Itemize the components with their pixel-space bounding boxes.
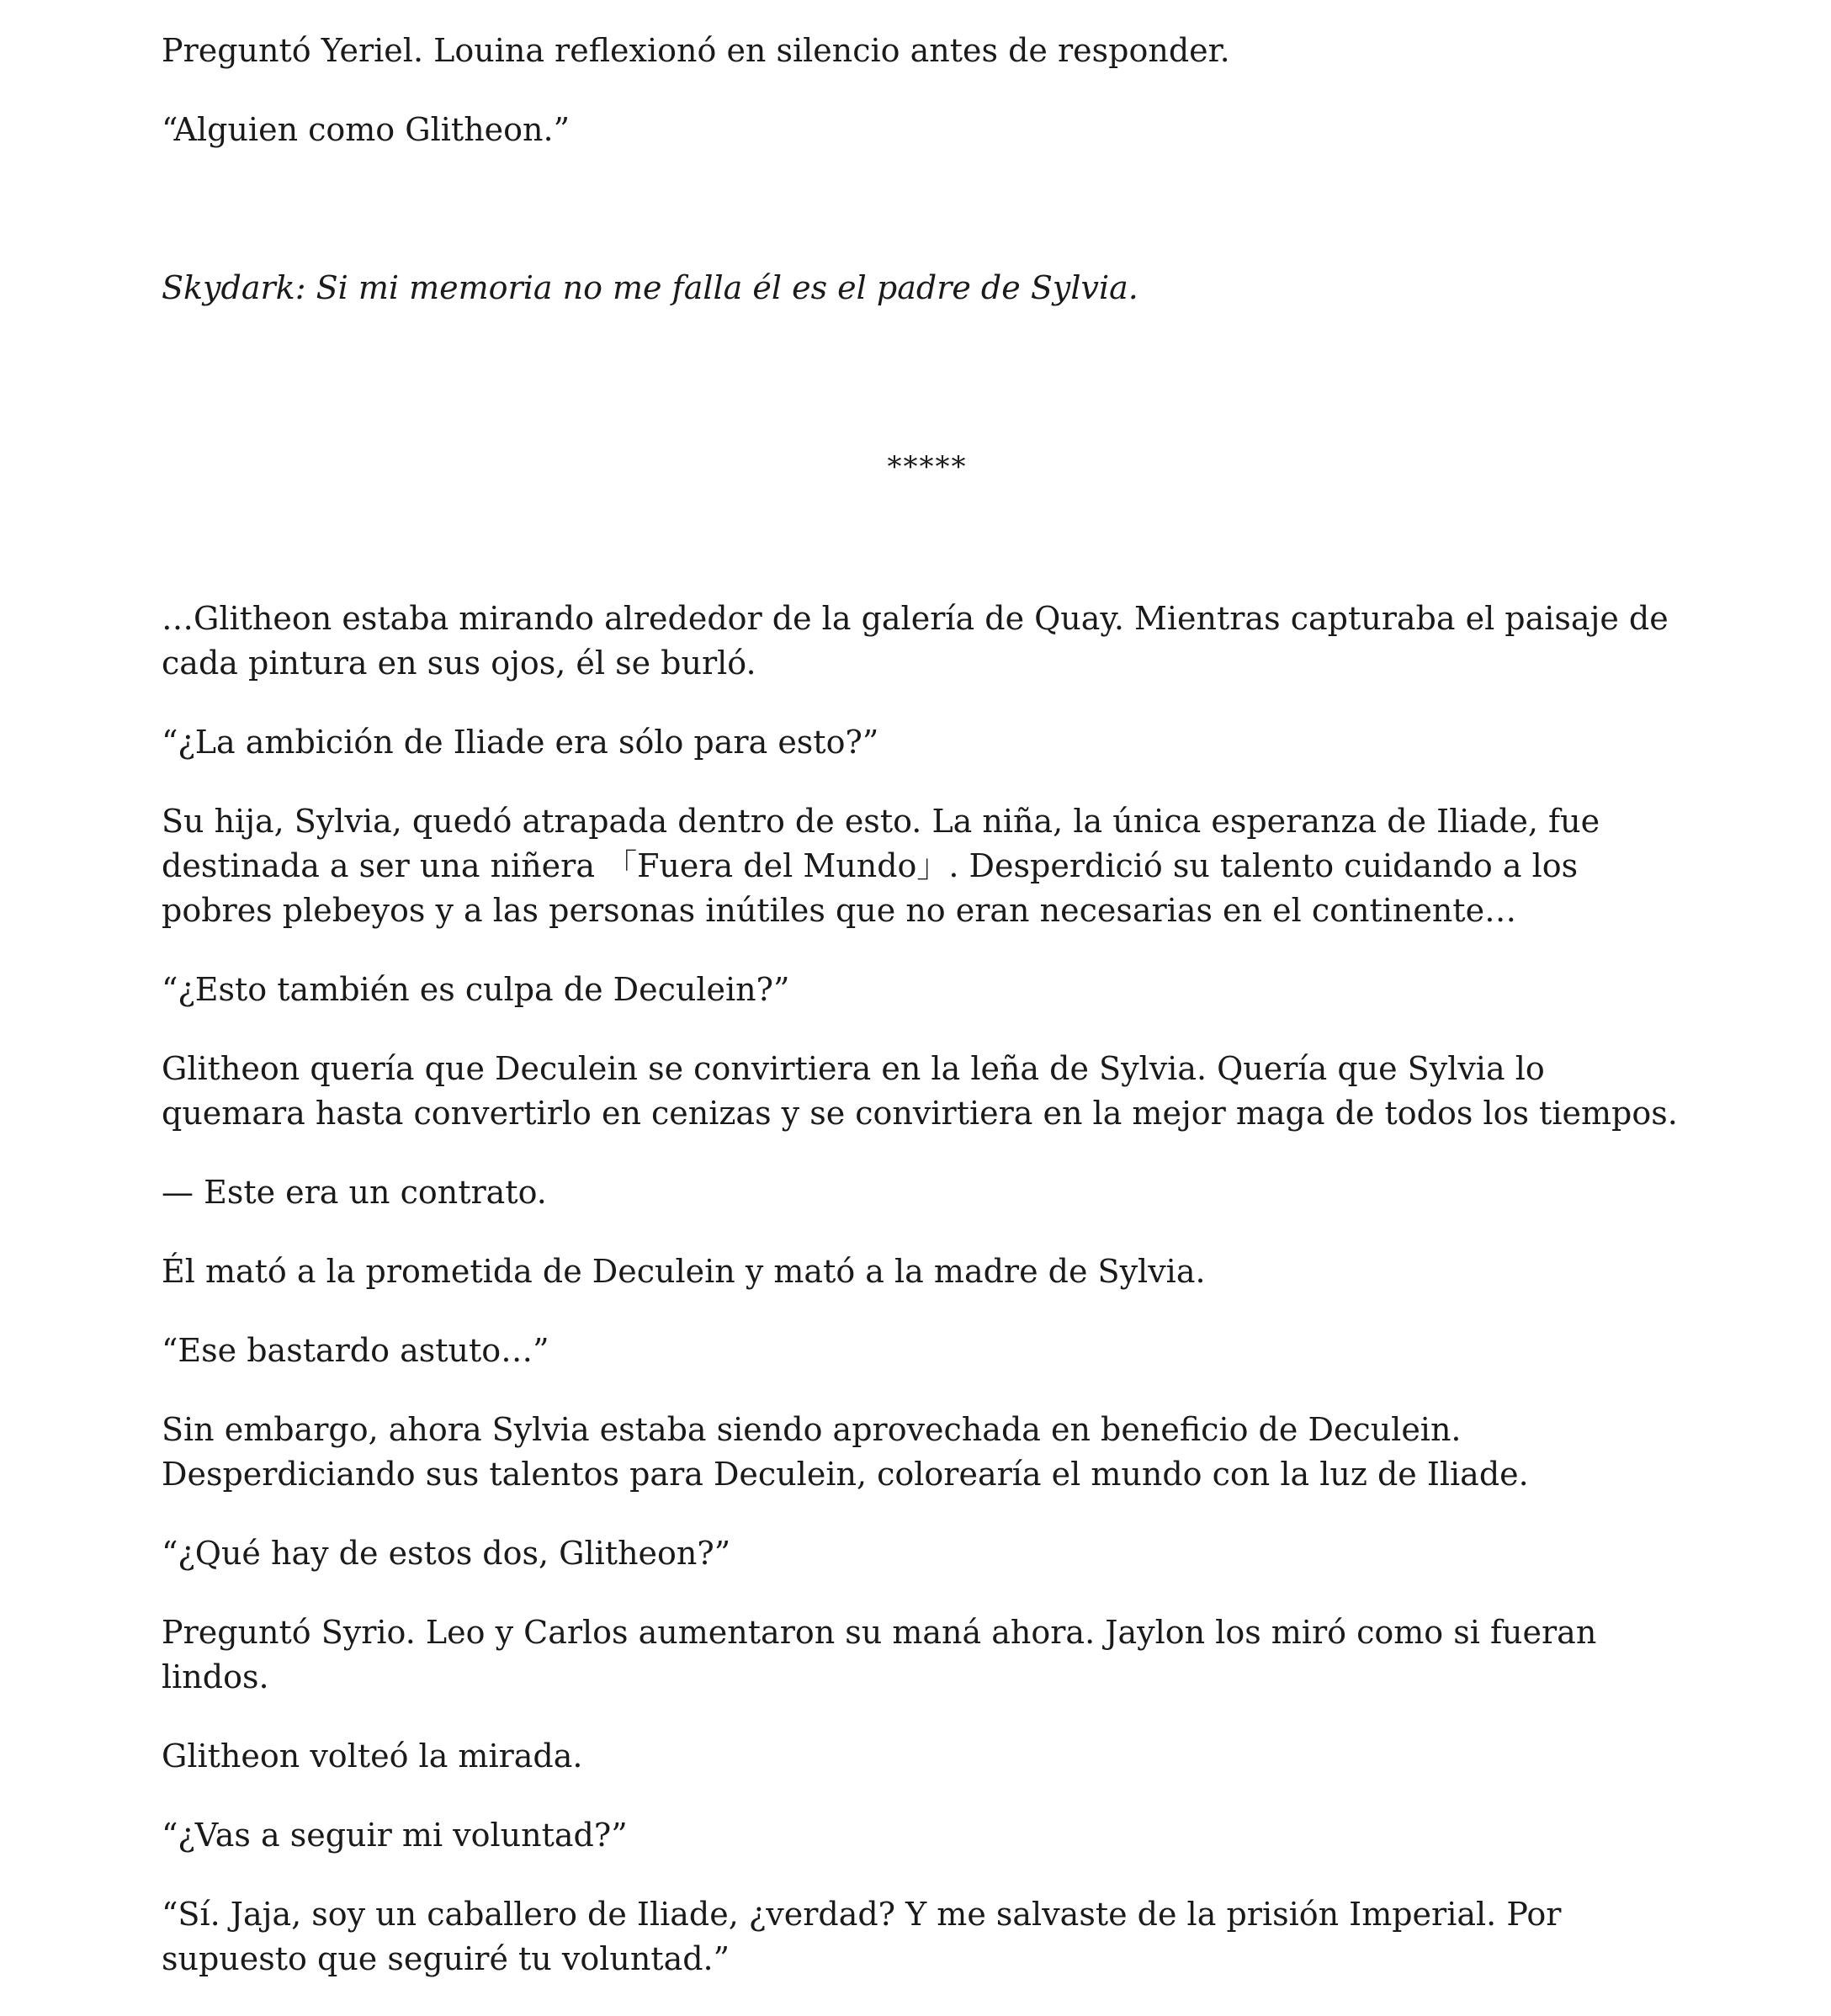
paragraph: Glitheon volteó la mirada.: [162, 1737, 583, 1775]
paragraph: Él mató a la prometida de Deculein y mató a la madre de Sylvia.: [162, 1253, 1206, 1290]
scene-separator: *****: [887, 450, 968, 484]
spacer: [162, 187, 1693, 266]
paragraph: Glitheon quería que Deculein se convirtiera en la leña de Sylvia. Quería que Sylvia lo quemara hasta convertirlo en cenizas y se convirtiera en la mejor maga de todos los tiempos.: [162, 1050, 1678, 1132]
paragraph: Su hija, Sylvia, quedó atrapada dentro de esto. La niña, la única esperanza de Iliade, fue destinada a ser una niñera 「Fuera del Mundo」. Desperdició su talento cuidando a los pobres plebeyos y a las personas inútiles que no eran necesarias en el continente…: [162, 803, 1600, 929]
paragraph: “¿Vas a seguir mi voluntad?”: [162, 1817, 628, 1854]
spacer: [162, 490, 1693, 597]
spacer: [162, 345, 1693, 445]
document-page: [162, 29, 1693, 2016]
paragraph: “Alguien como Glitheon.”: [162, 111, 571, 148]
translator-note: Skydark: Si mi memoria no me falla él es el padre de Sylvia.: [162, 269, 1138, 306]
paragraph: Sin embargo, ahora Sylvia estaba siendo aprovechada en beneficio de Deculein. Desperdiciando sus talentos para Deculein, colorearía el mundo con la luz de Iliade.: [162, 1411, 1529, 1493]
paragraph: “Ese bastardo astuto…”: [162, 1332, 549, 1369]
paragraph: Preguntó Syrio. Leo y Carlos aumentaron su maná ahora. Jaylon los miró como si fueran lindos.: [162, 1614, 1597, 1695]
paragraph: “¿Qué hay de estos dos, Glitheon?”: [162, 1535, 731, 1572]
paragraph: “¿Esto también es culpa de Deculein?”: [162, 971, 790, 1008]
paragraph: “¿La ambición de Iliade era sólo para esto?”: [162, 724, 879, 761]
paragraph: — Este era un contrato.: [162, 1174, 547, 1211]
paragraph: Preguntó Yeriel. Louina reflexionó en silencio antes de responder.: [162, 32, 1230, 69]
paragraph: …Glitheon estaba mirando alrededor de la galería de Quay. Mientras capturaba el paisaje de cada pintura en sus ojos, él se burló.: [162, 600, 1669, 682]
paragraph: “Sí. Jaja, soy un caballero de Iliade, ¿verdad? Y me salvaste de la prisión Imperial. Por supuesto que seguiré tu voluntad.”: [162, 1896, 1562, 1977]
